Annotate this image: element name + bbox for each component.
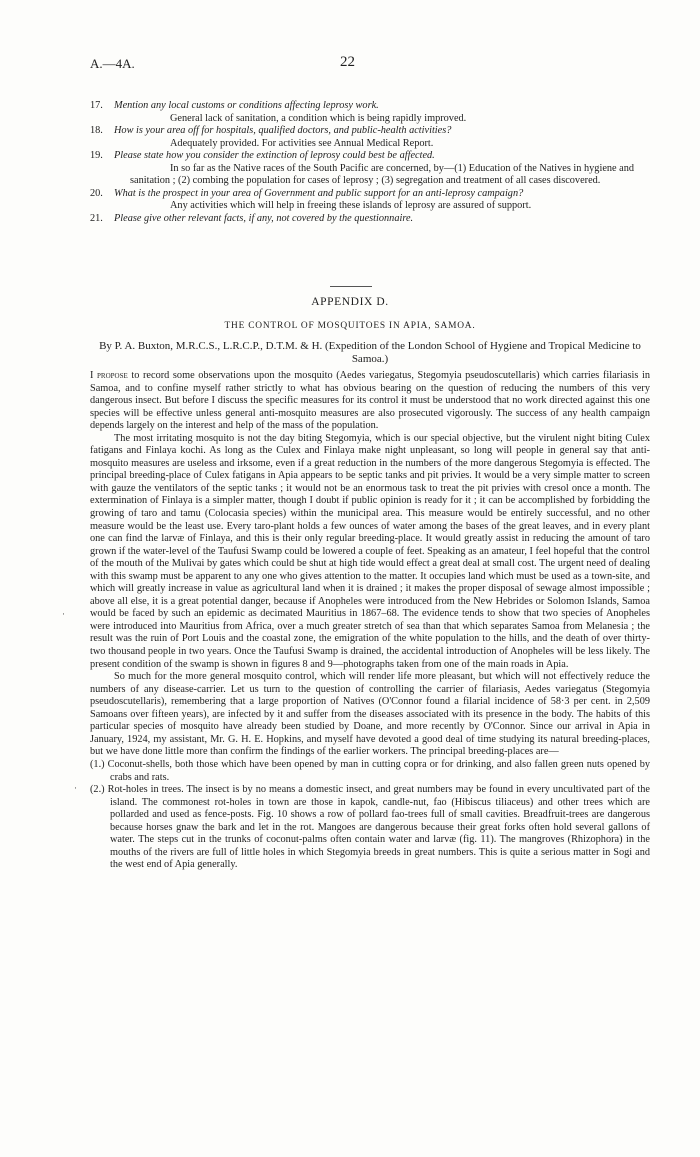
question: 21. Please give other relevant facts, if any, not covered by the questionnaire. xyxy=(90,212,414,224)
paragraph: The most irritating mosquito is not the day biting Stegomyia, which is our special objective, but the virulent night biting Culex fatigans and Finlaya kochi. As long as the Culex and Finlaya make night unpleasant, so long will people in general say that anti-mosquito measures are useless and irksome, even if a great reduction in the numbers of the more dangerous Stegomyia is effected. The principal breeding-place of Culex fatigans in Apia appears to be septic tanks and pit privies. It would be a very simple matter to screen with gauze the ventilators of the septic tanks ; it would not be an enormous task to treat the pit privies with cresol once a month. The extermination of Finlaya is a simpler matter, though I doubt if public opinion is ready for it ; it can be accomplished by forbidding the growing of taro and tamu (Colocasia species) within the municipal area. This measure would be entirely successful, and no other measure would be the least use. Every taro-plant holds a few ounces of water among the bases of the great leaves, and in every plant one can find the larvæ of Finlaya, and this is their only regular breeding-place. It would greatly assist in reducing the amount of taro grown if the water-level of the Taufusi Swamp could be lowered a couple of feet. Speaking as an amateur, I feel hopeful that the control of the mouth of the Mulivai by gates which could be shut at high tide would effect a great deal at small cost. The urgent need of dealing with this swamp must be apparent to any one who gives attention to the matter. It occupies land which must be used as a town-site, and which will greatly increase in value as agricultural land when it is drained ; it makes the proper disposal of sewage almost impossible ; above all else, it is a great potential danger, because if Anopheles were introduced from the New Hebrides or Solomon Islands, Samoa would be faced by such an epidemic as decimated Mauritius in 1867–68. The evidence tends to show that two species of Anopheles were introduced into Mauritius from Africa, over a much greater stretch of sea than that which separates Samoa from Melanesia ; the result was the ruin of Port Louis and the coastal zone, the emigration of the white population to the hills, and the death of over thirty-two thousand people in two years. Once the Taufusi Swamp is drained, the accidental introduction of Anopheles will be less likely. The present condition of the swamp is shown in figures 8 and 9—photographs taken from one of the main roads in Apia. xyxy=(90,432,650,670)
questionnaire xyxy=(90,100,650,225)
list-item: (1.) Coconut-shells, both those which have been opened by man in cutting copra or for drinking, and also fallen green nuts opened by crabs and rats. xyxy=(90,758,651,783)
paragraph: I propose to record some observations upon the mosquito (Aedes variegatus, Stegomyia pseudoscutellaris) which carries filariasis in Samoa, and to confine myself rather strictly to what has obvious bearing on the question of reducing the numbers of this very dangerous insect. But before I discuss the specific measures for its control it must be understood that no work directed against this one species will be effective unless general anti-mosquito measures are also prosecuted vigorously. The success of any health campaign depends largely on the interest and help of the mass of the population. xyxy=(90,370,650,432)
question: 17. Mention any local customs or conditions affecting leprosy work. xyxy=(90,100,379,111)
article-body xyxy=(90,370,650,872)
answer: General lack of sanitation, a condition which is being rapidly improved. xyxy=(170,112,467,124)
page-header xyxy=(90,54,630,78)
document-reference: A.—4A. xyxy=(90,56,135,71)
section-divider xyxy=(330,286,372,287)
lead-in: I propose xyxy=(90,370,128,381)
paragraph: So much for the more general mosquito control, which will render life more pleasant, but which will not effectively reduce the numbers of any disease-carrier. Let us turn to the question of controlling the carrier of filariasis, Aedes variegatus (Stegomyia pseudoscutellaris), remembering that a large proportion of Natives (O'Connor found a filarial incidence of 58·3 per cent. in 2,509 Samoans over fifteen years), are infected by it and suffer from the diseases associated with its presence in the body. The habits of this particular species of mosquito have already been studied by Doane, and more recently by O'Connor. Since our arrival in Apia in January, 1924, my assistant, Mr. G. H. E. Hopkins, and myself have devoted a good deal of time studying its natural breeding-places, but we have done little more than confirm the findings of the earlier workers. The principal breeding-places are— xyxy=(90,671,650,758)
margin-dot: · xyxy=(74,783,77,793)
list-item: (2.) Rot-holes in trees. The insect is by no means a domestic insect, and great numbers may be found in every uncultivated part of the island. The commonest rot-holes in town are those in kapok, candle-nut, fao (Hibiscus tiliaceus) and other trees which are pollarded and used as fence-posts. Fig. 10 shows a row of pollard fao-trees full of small cavities. Breadfruit-trees are dangerous because horses gnaw the bark and let in the rot. Mangoes are dangerous because their great forks often hold several gallons of water. The steps cut in the trunks of coconut-palms often contain water and larvæ (fig. 11). The mangroves (Rhizophora) in the mouths of the rivers are full of little holes in which Stegomyia breeds in great numbers. This is quite a serious matter in Sogi and the west end of Apia generally. xyxy=(90,784,651,871)
author-byline: By P. A. Buxton, M.R.C.S., L.R.C.P., D.T.M. & H. (Expedition of the London School of Hygiene and Tropical Medicine to Samoa.) xyxy=(99,340,641,365)
appendix-title: APPENDIX D. xyxy=(311,296,389,308)
page-number: 22 xyxy=(340,54,355,70)
question: 18. How is your area off for hospitals, qualified doctors, and public-health activities? xyxy=(90,125,452,137)
answer: Adequately provided. For activities see Annual Medical Report. xyxy=(170,137,434,149)
question: 20. What is the prospect in your area of Government and public support for an anti-leprosy campaign? xyxy=(90,187,524,199)
answer: Any activities which will help in freeing these islands of leprosy are assured of support. xyxy=(170,200,532,212)
answer: In so far as the Native races of the South Pacific are concerned, by—(1) Education of the Natives in hygiene and sanitation ; (2) combing the population for cases of leprosy ; (3) segregation and treatment of all cases discovered. xyxy=(130,162,635,187)
margin-dot: · xyxy=(62,609,65,619)
question: 19. Please state how you consider the extinction of leprosy could best be affected. xyxy=(90,150,435,162)
appendix-subtitle: THE CONTROL OF MOSQUITOES IN APIA, SAMOA. xyxy=(224,321,476,331)
